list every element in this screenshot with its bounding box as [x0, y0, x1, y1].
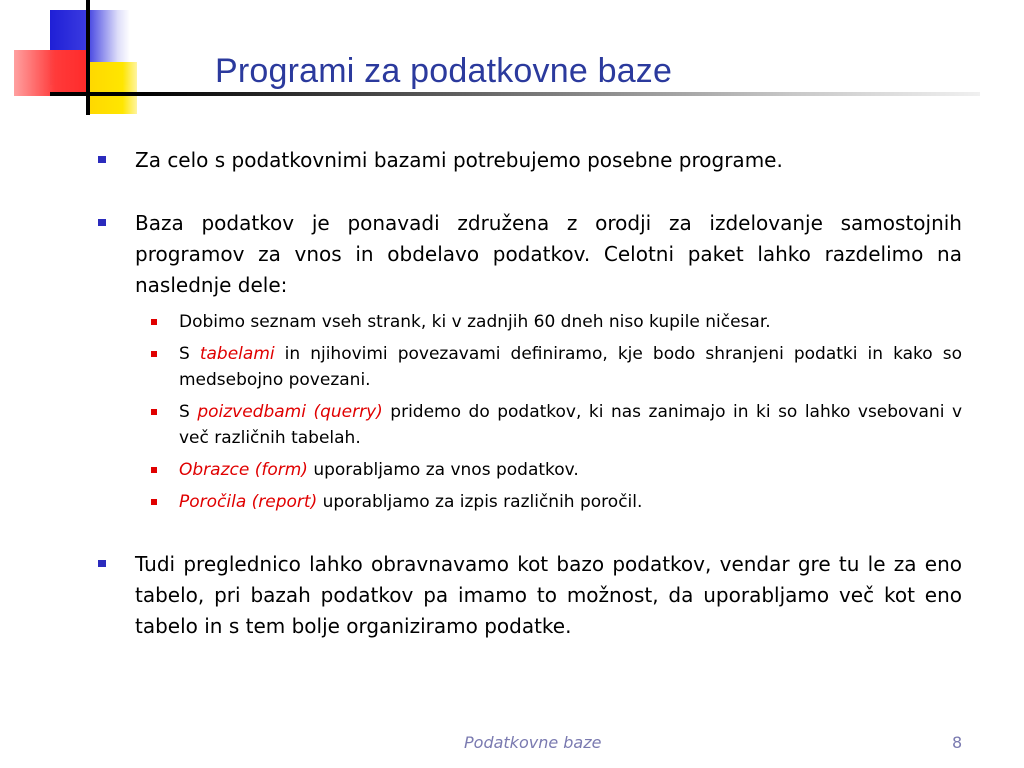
sub-bullet-item [96, 489, 962, 515]
slide-title: Programi za podatkovne baze [215, 52, 673, 90]
square-bullet-icon [151, 351, 157, 357]
sub-bullet-item [96, 457, 962, 483]
square-bullet-icon [98, 156, 106, 163]
highlighted-term: poizvedbami (querry) [197, 402, 383, 422]
highlighted-term: Poročila (report) [179, 492, 318, 512]
square-bullet-icon [151, 499, 157, 505]
decor-vertical-line [86, 0, 90, 115]
bullet-item [96, 145, 962, 176]
slide-content [96, 145, 962, 642]
square-bullet-icon [151, 409, 157, 415]
square-bullet-icon [98, 219, 106, 226]
decor-red-square [14, 50, 89, 96]
footer-title: Podatkovne baze [464, 733, 602, 752]
sub-bullet-suffix: pridemo do podatkov, ki nas zanimajo in ki so lahko vsebovani v več različnih tabelah. [179, 402, 963, 448]
square-bullet-icon [151, 319, 157, 325]
title-underline [50, 92, 980, 96]
sub-bullet-item [96, 399, 962, 451]
square-bullet-icon [98, 560, 106, 567]
sub-bullet-item [96, 341, 962, 393]
bullet-item [96, 208, 962, 301]
decor-yellow-square [89, 62, 137, 114]
sub-bullet-suffix: in njihovimi povezavami definiramo, kje bodo shranjeni podatki in kako so medsebojno povezani. [179, 344, 962, 390]
page-number: 8 [952, 733, 963, 752]
bullet-item [96, 549, 962, 642]
bullet-text: Tudi preglednico lahko obravnavamo kot bazo podatkov, vendar gre tu le za eno tabelo, pri bazah podatkov pa imamo to možnost, da uporabljamo več kot eno tabelo in s tem bolje organiziramo podatke. [135, 552, 962, 638]
sub-bullet-prefix: S [179, 344, 200, 364]
sub-bullet-text: Dobimo seznam vseh strank, ki v zadnjih 60 dneh niso kupile ničesar. [179, 312, 771, 332]
bullet-text: Baza podatkov je ponavadi združena z orodji za izdelovanje samostojnih programov za vnos in obdelavo podatkov. Celotni paket lahko razdelimo na naslednje dele: [135, 211, 962, 297]
bullet-text: Za celo s podatkovnimi bazami potrebujemo posebne programe. [135, 148, 783, 172]
square-bullet-icon [151, 467, 157, 473]
sub-bullet-prefix: S [179, 402, 198, 422]
sub-bullet-list [96, 309, 962, 515]
highlighted-term: tabelami [199, 344, 275, 364]
sub-bullet-suffix: uporabljamo za izpis različnih poročil. [317, 492, 643, 512]
sub-bullet-suffix: uporabljamo za vnos podatkov. [307, 460, 579, 480]
highlighted-term: Obrazce (form) [179, 460, 308, 480]
sub-bullet-item [96, 309, 962, 335]
